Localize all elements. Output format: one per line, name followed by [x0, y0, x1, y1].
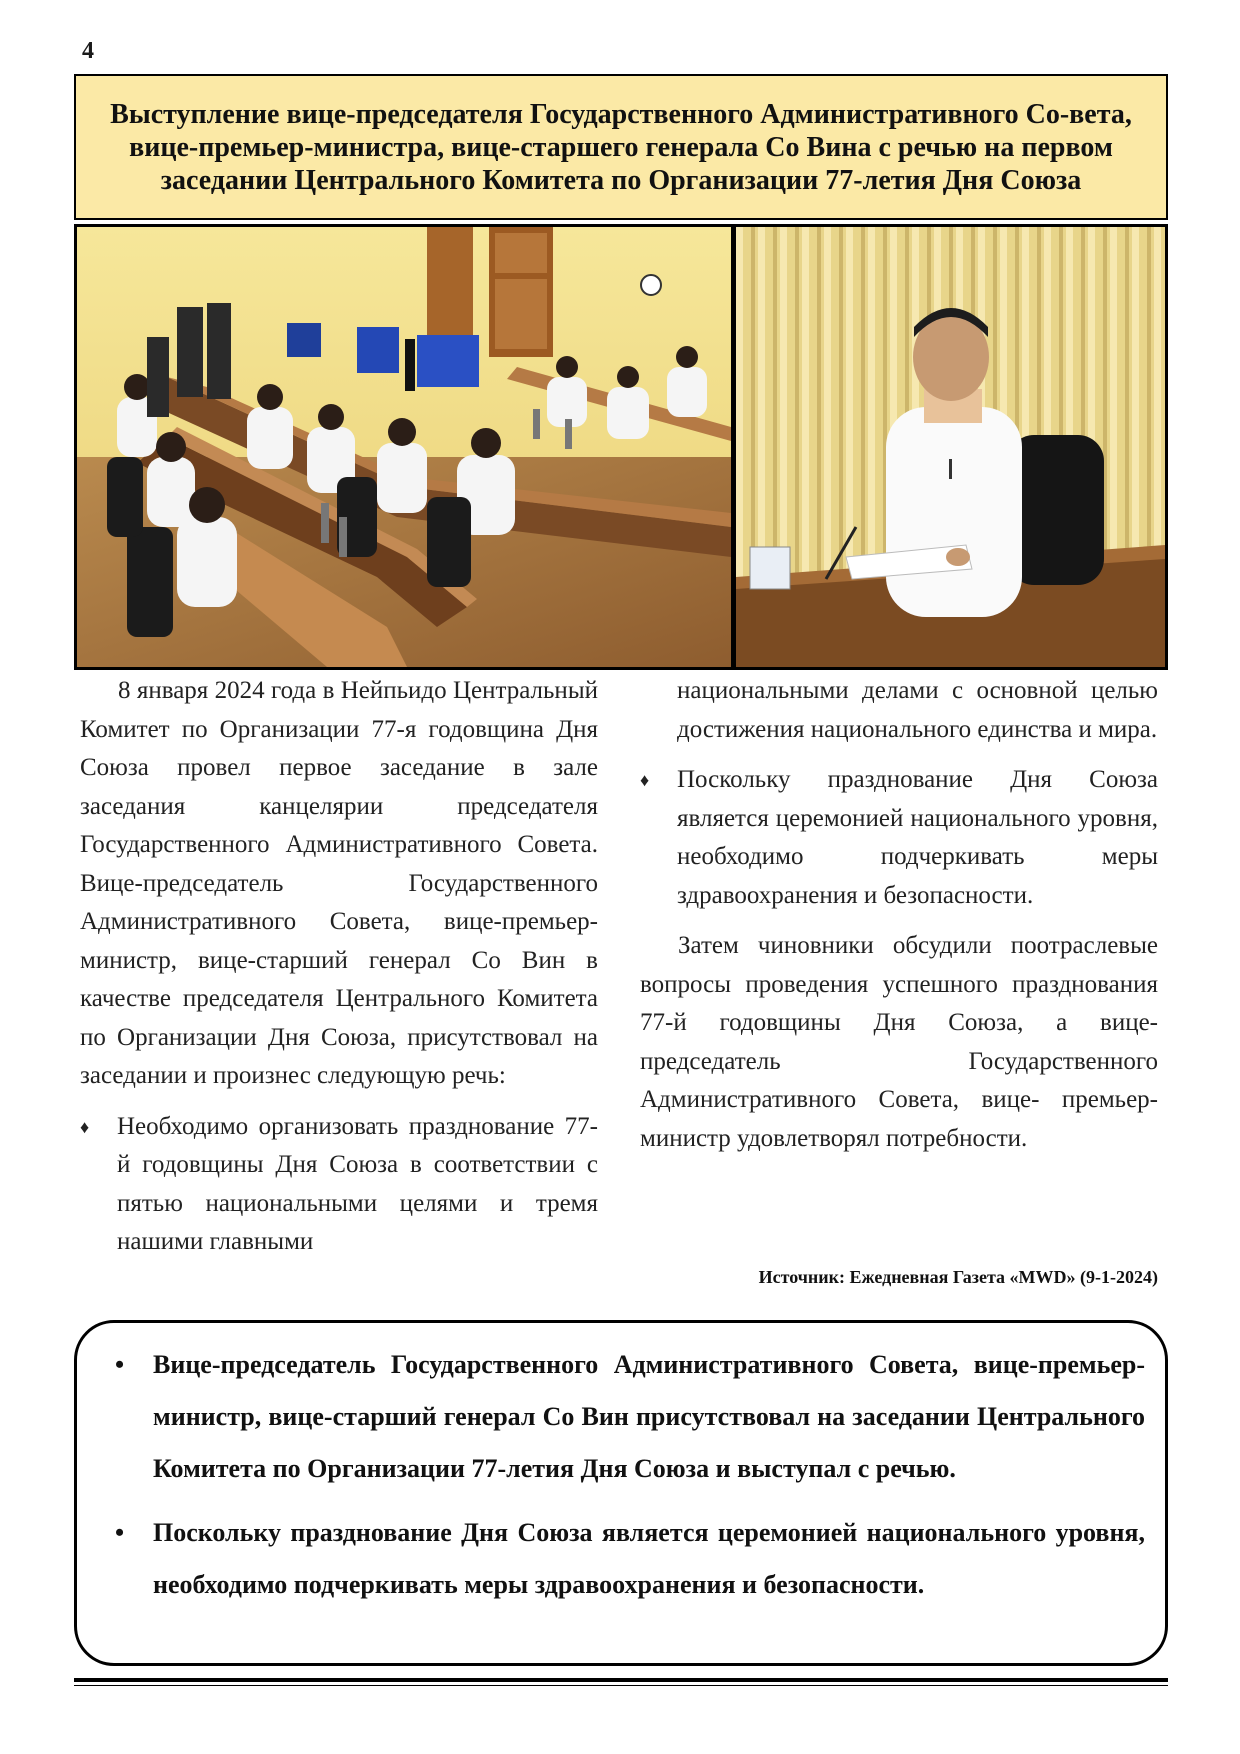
meeting-hall-illustration: [77, 227, 731, 667]
bullet-icon: •: [115, 1350, 125, 1379]
diamond-bullet-icon: ♦: [640, 770, 650, 790]
article-bullet-2-text: Поскольку празднование Дня Союза является церемонией национального уровня, необходимо подчеркивать меры здравоохранения и безопасности.: [677, 766, 1158, 909]
summary-item: [95, 1507, 1145, 1611]
meeting-hall-photo: [77, 227, 731, 667]
article-bullet-1-text: Необходимо организовать празднование 77-й годовщины Дня Союза в соответствии с пятью национальными целями и тремя нашими главными: [117, 1112, 598, 1255]
diamond-bullet-icon: ♦: [80, 1116, 90, 1137]
summary-item: [95, 1339, 1145, 1495]
footer-rule: [74, 1678, 1168, 1682]
article-right-column: [640, 672, 1158, 1158]
article-title: Выступление вице-председателя Государственного Административного Со-вета, вице-премьер-министра, вице-старшего генерала Со Вина с речью на первом заседании Центрального Комитета по Организации 77-летия Дня Союза: [110, 98, 1132, 196]
photo-frame: [74, 224, 1168, 670]
article-title-box: [74, 74, 1168, 220]
article-bullet-1-continued: [640, 672, 1158, 749]
summary-box: [74, 1320, 1168, 1666]
footer-rule-thin: [74, 1685, 1168, 1686]
speaker-illustration: [736, 227, 1165, 667]
article-bullet-2: [640, 761, 1158, 915]
summary-item-text: Вице-председатель Государственного Административного Совета, вице-премьер-министр, вице-старший генерал Со Вин присутствовал на заседании Центрального Комитета по Организации 77-летия Дня Союза и выступал с речью.: [153, 1350, 1145, 1483]
article-source: Источник: Ежедневная Газета «MWD» (9-1-2024): [758, 1267, 1158, 1287]
article-bullet-1-start: [80, 1108, 598, 1262]
bullet-icon: •: [115, 1518, 125, 1547]
page-number: 4: [82, 38, 94, 64]
article-closing-paragraph: Затем чиновники обсудили поотраслевые вопросы проведения успешного празднования 77-й годовщины Дня Союза, а вице-председатель Государственного Административного Совета, вице- премьер-министр удовлетворял потребности.: [640, 932, 1158, 1152]
article-left-column: [80, 672, 598, 1262]
article-bullet-1-continuation: национальными делами с основной целью достижения национального единства и мира.: [677, 677, 1158, 743]
article-intro-paragraph: 8 января 2024 года в Нейпьидо Центральный Комитет по Организации 77-я годовщина Дня Союза провел первое заседание в зале заседания канцелярии председателя Государственного Административного Совета. Вице-председатель Государственного Административного Совета, вице-премьер-министр, вице-старший генерал Со Вин в качестве председателя Центрального Комитета по Организации Дня Союза, присутствовал на заседании и произнес следующую речь:: [80, 677, 598, 1089]
summary-item-text: Поскольку празднование Дня Союза является церемонией национального уровня, необходимо подчеркивать меры здравоохранения и безопасности.: [153, 1518, 1145, 1599]
speaker-photo: [736, 227, 1165, 667]
